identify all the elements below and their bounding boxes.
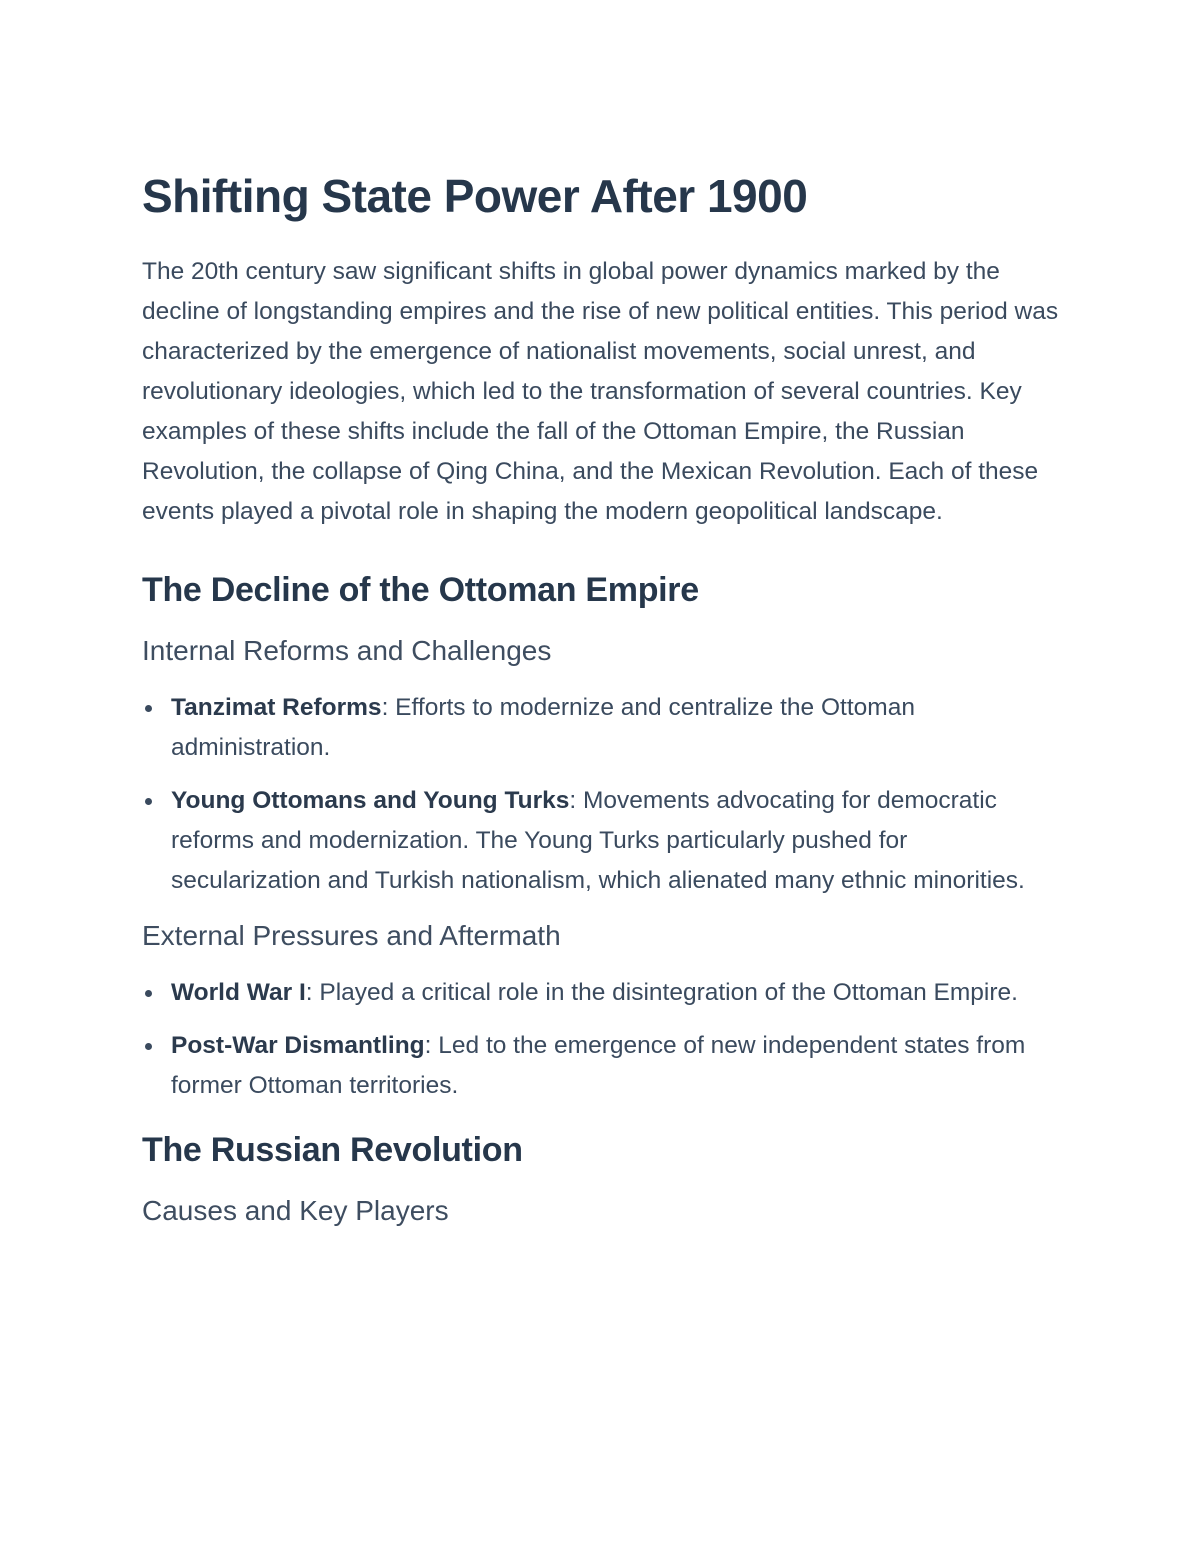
list-item [142, 781, 1062, 901]
list-internal-reforms [142, 688, 1062, 901]
bullet-icon [145, 1043, 152, 1050]
list-item-text: : Movements advocating for democratic reforms and modernization. The Young Turks particularly pushed for secularization and Turkish nationalism, which alienated many ethnic minorities. [171, 787, 1025, 894]
list-item [142, 1026, 1062, 1106]
bullet-icon [145, 798, 152, 805]
list-item-text: : Efforts to modernize and centralize the Ottoman administration. [171, 694, 915, 761]
list-item [142, 973, 1062, 1013]
intro-paragraph: The 20th century saw significant shifts in global power dynamics marked by the decline of longstanding empires and the rise of new political entities. This period was characterized by the emergence of nationalist movements, social unrest, and revolutionary ideologies, which led to the transformation of several countries. Key examples of these shifts include the fall of the Ottoman Empire, the Russian Revolution, the collapse of Qing China, and the Mexican Revolution. Each of these events played a pivotal role in shaping the modern geopolitical landscape. [142, 258, 1059, 525]
document-page [142, 168, 1062, 1248]
bullet-icon [145, 705, 152, 712]
section-heading-ottoman: The Decline of the Ottoman Empire [142, 571, 699, 609]
list-item-term: Post-War Dismantling [171, 1032, 425, 1059]
subsection-heading-external-pressures: External Pressures and Aftermath [142, 920, 561, 951]
document-title: Shifting State Power After 1900 [142, 170, 808, 222]
bullet-icon [145, 990, 152, 997]
list-external-pressures [142, 973, 1062, 1106]
section-heading-russian-revolution: The Russian Revolution [142, 1131, 523, 1169]
list-item-term: Tanzimat Reforms [171, 694, 382, 721]
list-item-text: : Led to the emergence of new independent states from former Ottoman territories. [171, 1032, 1026, 1099]
subsection-heading-causes: Causes and Key Players [142, 1195, 449, 1226]
list-item [142, 688, 1062, 768]
list-item-term: World War I [171, 979, 306, 1006]
subsection-heading-internal-reforms: Internal Reforms and Challenges [142, 635, 552, 666]
list-item-term: Young Ottomans and Young Turks [171, 787, 570, 814]
list-item-text: : Played a critical role in the disintegration of the Ottoman Empire. [305, 979, 1018, 1006]
